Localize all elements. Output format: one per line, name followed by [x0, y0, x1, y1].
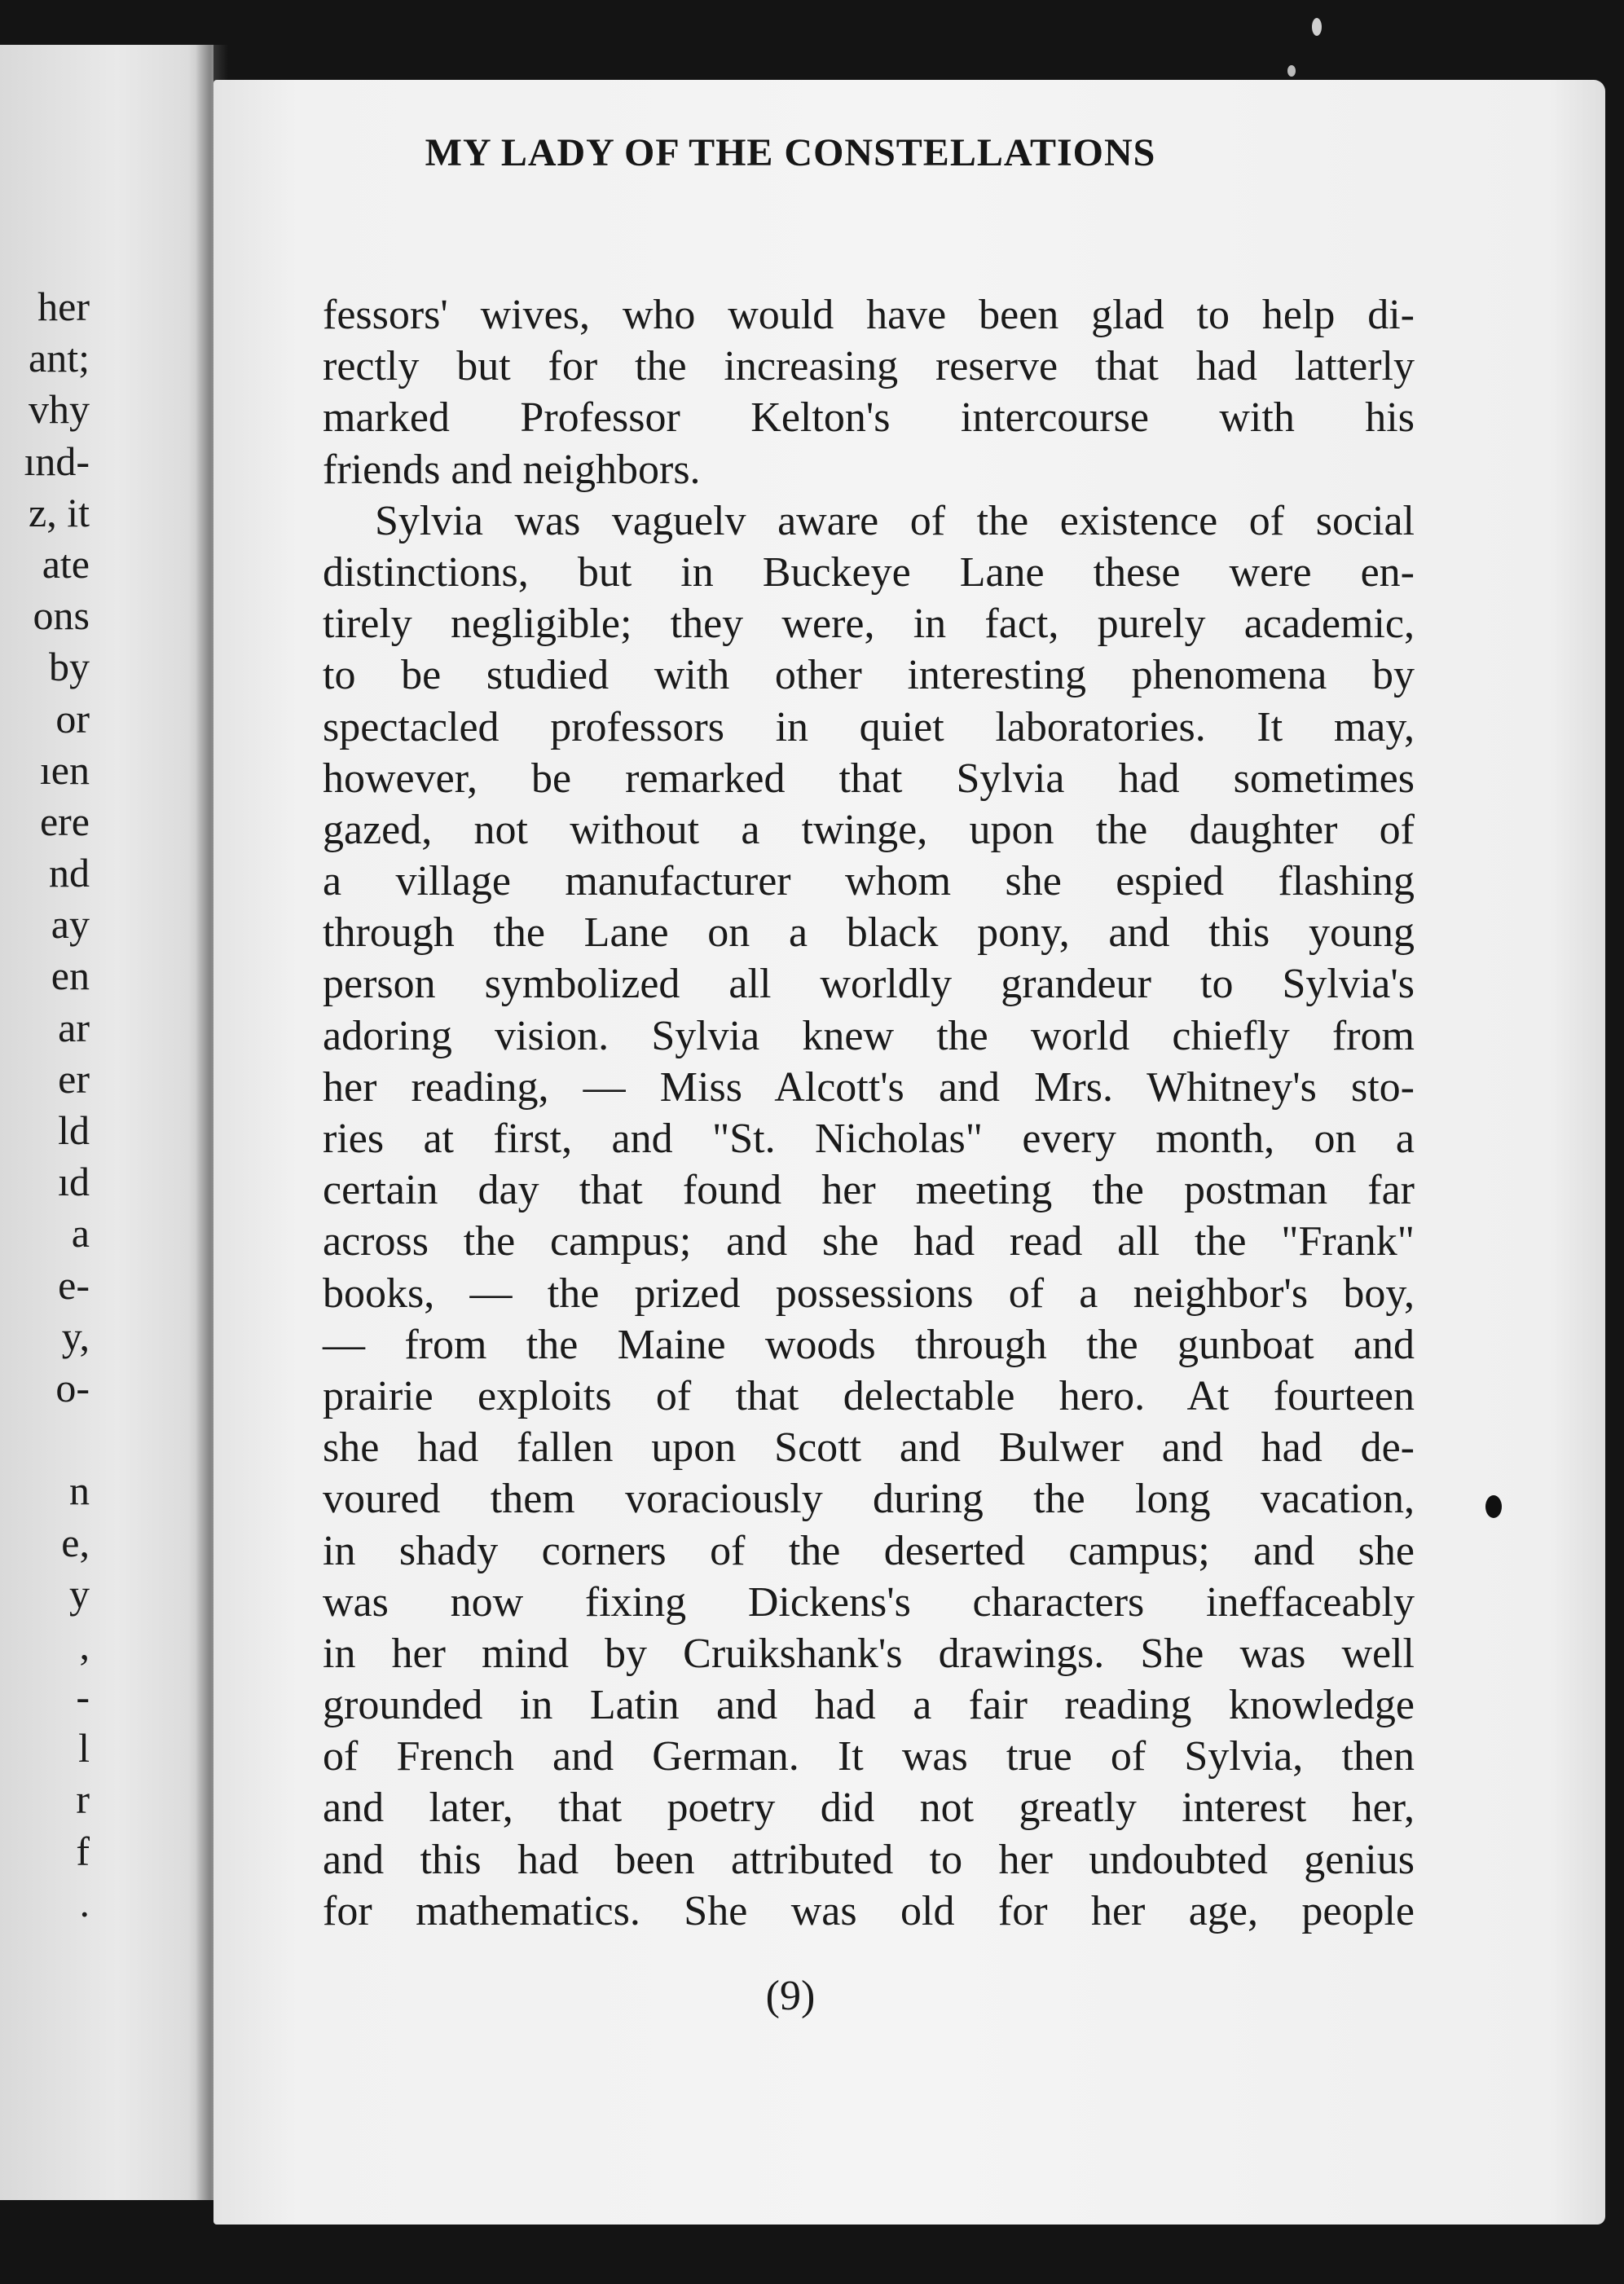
previous-page-line-fragment: . [79, 1879, 90, 1925]
text-line: marked Professor Kelton's intercourse with his [323, 394, 1415, 442]
text-line: voured them voraciously during the long vacation, [323, 1476, 1415, 1523]
previous-page-line-fragment: or [55, 695, 90, 742]
text-line: across the campus; and she had read all the "Frank" [323, 1218, 1415, 1265]
previous-page-line-fragment: ere [39, 798, 90, 844]
text-line: gazed, not without a twinge, upon the daughter of [323, 806, 1415, 853]
previous-page-line-fragment: y [69, 1570, 90, 1617]
text-line: however, be remarked that Sylvia had sometimes [323, 755, 1415, 802]
text-line: her reading, — Miss Alcott's and Mrs. Whitney's sto- [323, 1063, 1415, 1111]
previous-page-line-fragment [0, 1414, 90, 1465]
text-line: certain day that found her meeting the postman far [323, 1167, 1415, 1214]
previous-page-line-fragment: ınd- [24, 438, 90, 484]
page-body-text [323, 289, 1415, 1937]
previous-page-line-fragment: ld [58, 1107, 90, 1153]
text-line: adoring vision. Sylvia knew the world chiefly from [323, 1012, 1415, 1059]
text-line: rectly but for the increasing reserve that had latterly [323, 343, 1415, 390]
text-line: — from the Maine woods through the gunboat and [323, 1321, 1415, 1368]
previous-page-line-fragment: ay [51, 901, 90, 948]
previous-page-line-fragment: ons [33, 592, 90, 639]
previous-page-line-fragment: ar [58, 1004, 90, 1050]
text-line: in shady corners of the deserted campus; and she [323, 1527, 1415, 1574]
previous-page-line-fragment: o- [55, 1364, 90, 1410]
scan-speck [1287, 65, 1296, 77]
text-line: through the Lane on a black pony, and this young [323, 909, 1415, 957]
text-line: prairie exploits of that delectable hero. At fourteen [323, 1372, 1415, 1419]
previous-page-line-fragment: e, [61, 1519, 90, 1565]
previous-page-line-fragment: r [76, 1776, 90, 1823]
text-line: tirely negligible; they were, in fact, purely academic, [323, 601, 1415, 648]
previous-page-line-fragment: z, it [29, 489, 90, 535]
text-line: of French and German. It was true of Sylvia, then [323, 1733, 1415, 1780]
page-number: (9) [765, 1973, 816, 2019]
previous-page-line-fragment: f [76, 1828, 90, 1874]
text-line: and this had been attributed to her undoubted genius [323, 1836, 1415, 1883]
text-line: spectacled professors in quiet laboratories. It may, [323, 703, 1415, 750]
running-header: MY LADY OF THE CONSTELLATIONS [425, 131, 1156, 174]
previous-page-line-fragment: by [49, 644, 90, 690]
previous-page-line-fragment: vhy [29, 386, 90, 433]
text-line: distinctions, but in Buckeye Lane these were en- [323, 548, 1415, 596]
text-line: Sylvia was vaguelv aware of the existence of social [375, 497, 1415, 544]
previous-page-line-fragment: l [78, 1725, 90, 1771]
previous-page-line-fragment: - [76, 1674, 90, 1720]
previous-page-line-fragment: a [71, 1210, 90, 1256]
previous-page-line-fragment: n [69, 1468, 90, 1514]
text-line: person symbolized all worldly grandeur to Sylvia's [323, 961, 1415, 1008]
previous-page-line-fragment: er [58, 1055, 90, 1102]
previous-page-line-fragment: ant; [29, 335, 90, 381]
text-line: ries at first, and "St. Nicholas" every month, on a [323, 1116, 1415, 1162]
text-line: books, — the prized possessions of a neighbor's boy, [323, 1270, 1415, 1317]
previous-page-line-fragment: ıd [58, 1159, 90, 1205]
text-line: for mathematics. She was old for her age, people [323, 1887, 1415, 1934]
scan-speck [1485, 1495, 1502, 1518]
previous-page-line-fragment: nd [49, 850, 90, 896]
text-line: in her mind by Cruikshank's drawings. She was well [323, 1630, 1415, 1677]
scan-speck [1312, 18, 1322, 36]
previous-page-text-fragments [0, 281, 90, 1929]
previous-page-line-fragment: y, [61, 1313, 90, 1359]
text-line: and later, that poetry did not greatly interest her, [323, 1785, 1415, 1832]
text-line: she had fallen upon Scott and Bulwer and had de- [323, 1424, 1415, 1472]
previous-page-line-fragment: en [51, 953, 90, 999]
text-line: a village manufacturer whom she espied flashing [323, 858, 1415, 905]
text-line: grounded in Latin and had a fair reading knowledge [323, 1682, 1415, 1729]
previous-page-line-fragment: ıen [39, 746, 90, 793]
previous-page-line-fragment: ate [42, 540, 90, 587]
text-line: to be studied with other interesting phenomena by [323, 652, 1415, 699]
previous-page-line-fragment: her [37, 284, 90, 329]
text-line: friends and neighbors. [323, 446, 701, 493]
previous-page-line-fragment: e- [58, 1261, 90, 1308]
previous-page-line-fragment: , [79, 1622, 90, 1668]
text-line: fessors' wives, who would have been glad to help di- [323, 292, 1415, 338]
text-line: was now fixing Dickens's characters ineffaceably [323, 1578, 1415, 1626]
